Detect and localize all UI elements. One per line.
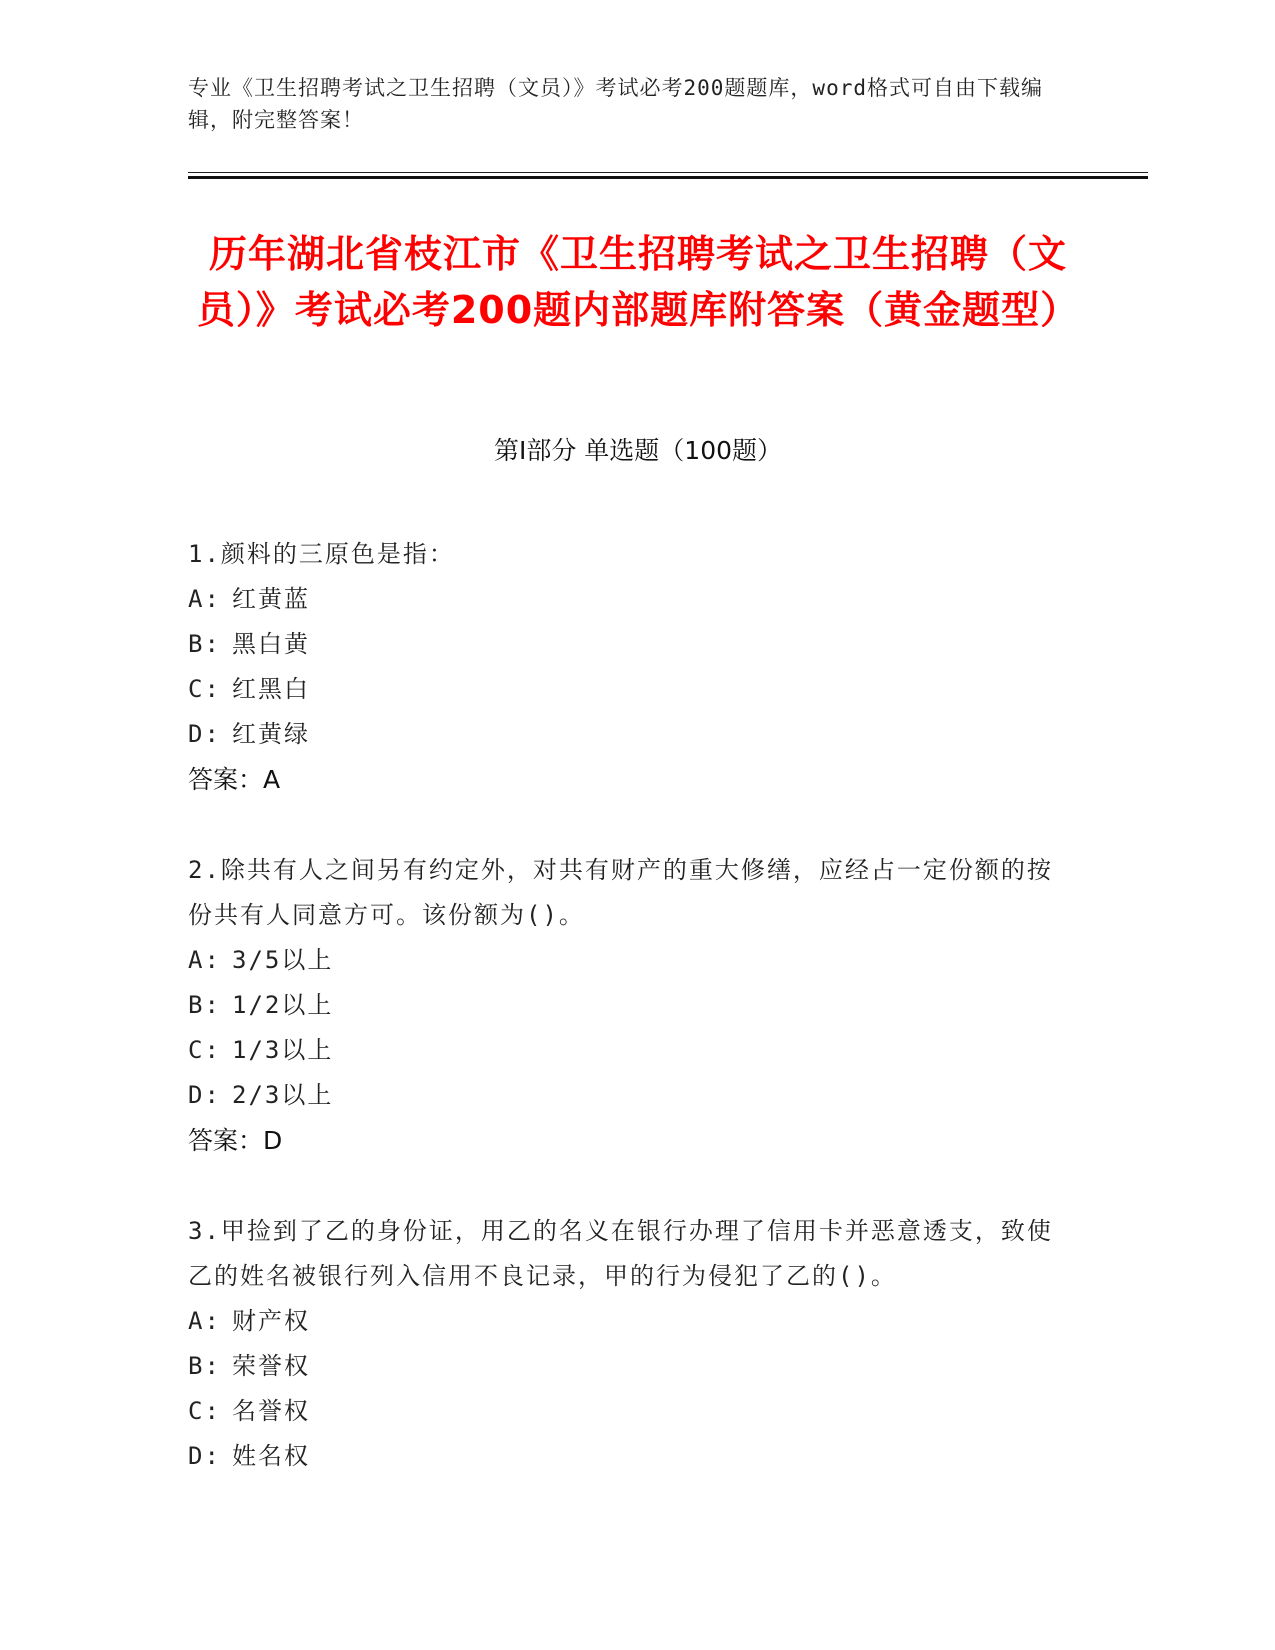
option-a (188, 577, 1068, 622)
option-a (188, 938, 1068, 983)
question-stem: 2.除共有人之间另有约定外，对共有财产的重大修缮，应经占一定份额的按份共有人同意方可。该份额为()。 (188, 856, 1053, 929)
option-b (188, 983, 1068, 1028)
question-3 (188, 1209, 1068, 1479)
header-rule-thin (188, 172, 1148, 173)
option-b (188, 622, 1068, 667)
option-d (188, 712, 1068, 757)
page-header: 专业《卫生招聘考试之卫生招聘（文员）》考试必考200题题库，word格式可自由下载编辑，附完整答案！ (188, 76, 1043, 132)
question-1 (188, 532, 1068, 802)
option-letter: D: (188, 720, 221, 748)
document-title: 历年湖北省枝江市《卫生招聘考试之卫生招聘（文员）》考试必考200题内部题库附答案（黄金题型） (196, 232, 1080, 332)
option-c (188, 667, 1068, 712)
option-a (188, 1299, 1068, 1344)
option-text: 2/3以上 (232, 1081, 334, 1109)
option-letter: C: (188, 675, 221, 703)
question-stem: 3.甲捡到了乙的身份证，用乙的名义在银行办理了信用卡并恶意透支，致使乙的姓名被银行列入信用不良记录，甲的行为侵犯了乙的()。 (188, 1217, 1053, 1290)
option-c (188, 1389, 1068, 1434)
section-title: 第I部分 单选题（100题） (493, 436, 783, 465)
option-text: 红黄蓝 (232, 585, 310, 613)
option-text: 1/3以上 (232, 1036, 334, 1064)
option-text: 红黑白 (232, 675, 310, 703)
option-text: 红黄绿 (232, 720, 310, 748)
answer-line: 答案：A (188, 765, 281, 794)
option-text: 1/2以上 (232, 991, 334, 1019)
option-letter: C: (188, 1397, 221, 1425)
option-text: 3/5以上 (232, 946, 334, 974)
option-letter: D: (188, 1442, 221, 1470)
answer-line: 答案：D (188, 1126, 283, 1155)
option-letter: A: (188, 946, 221, 974)
option-d (188, 1434, 1068, 1479)
option-text: 名誉权 (232, 1397, 310, 1425)
option-text: 姓名权 (232, 1442, 310, 1470)
option-text: 财产权 (232, 1307, 310, 1335)
option-letter: B: (188, 991, 221, 1019)
option-c (188, 1028, 1068, 1073)
option-letter: B: (188, 630, 221, 658)
option-text: 荣誉权 (232, 1352, 310, 1380)
option-letter: D: (188, 1081, 221, 1109)
option-d (188, 1073, 1068, 1118)
header-rule-thick (188, 176, 1148, 179)
option-letter: C: (188, 1036, 221, 1064)
option-letter: A: (188, 585, 221, 613)
option-letter: A: (188, 1307, 221, 1335)
question-2 (188, 848, 1068, 1163)
option-b (188, 1344, 1068, 1389)
question-list (188, 532, 1068, 1525)
option-letter: B: (188, 1352, 221, 1380)
question-stem: 1.颜料的三原色是指： (188, 540, 455, 568)
option-text: 黑白黄 (232, 630, 310, 658)
